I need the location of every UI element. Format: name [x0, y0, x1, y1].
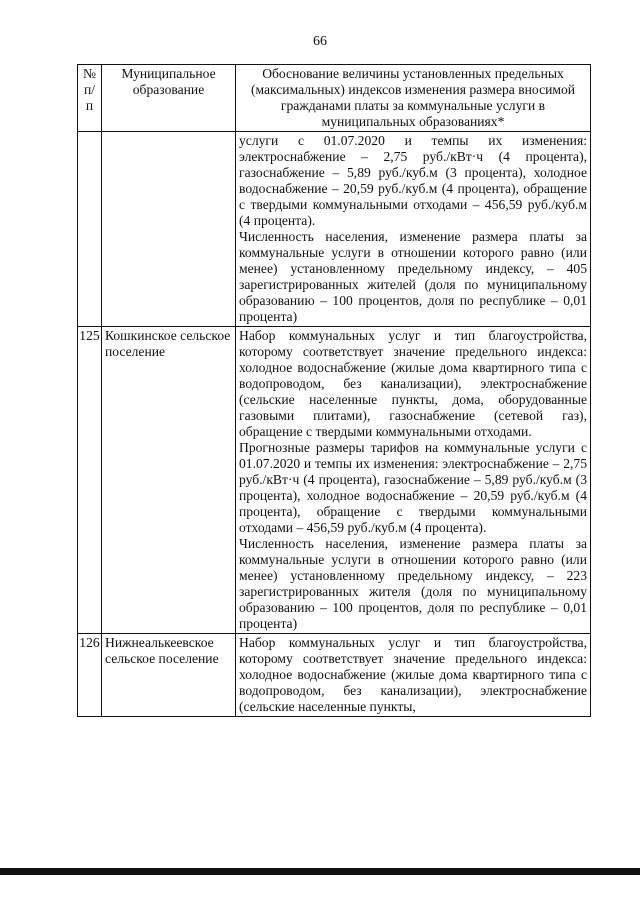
- header-justification: Обоснование величины установленных предельных (максимальных) индексов изменения размера вносимой гражданами платы за коммунальные услуги в муниципальных образованиях*: [236, 65, 591, 132]
- row-justification: [236, 634, 591, 717]
- justification-paragraph: услуги с 01.07.2020 и темпы их изменения: электроснабжение – 2,75 руб./кВт·ч (4 процента), газоснабжение – 5,89 руб./куб.м (3 процента), холодное водоснабжение – 20,59 руб./куб.м (4 процента), обращение с твердыми коммунальными отходами – 456,59 руб./куб.м (4 процента).: [239, 133, 587, 228]
- table-row: [78, 132, 591, 327]
- justification-paragraph: Прогнозные размеры тарифов на коммунальные услуги с 01.07.2020 и темпы их изменения: электроснабжение – 2,75 руб./кВт·ч (4 процента), газоснабжение – 5,89 руб./куб.м (3 процента), холодное водоснабжение – 20,59 руб./куб.м (4 процента), обращение с твердыми коммунальными отходами – 456,59 руб./куб.м (4 процента).: [239, 440, 587, 535]
- row-number: 126: [78, 634, 102, 717]
- justification-paragraph: Численность населения, изменение размера платы за коммунальные услуги в отношении которого равно (или менее) установленному предельному индексу, – 223 зарегистрированных жителя (доля по муниципальному образованию – 100 процентов, доля по республике – 0,01 процента): [239, 536, 587, 631]
- table-row: [78, 634, 591, 717]
- scan-edge-bar: [0, 868, 640, 875]
- page-number: 66: [313, 34, 327, 49]
- row-number: 125: [78, 327, 102, 634]
- header-municipality: Муниципальное образование: [102, 65, 236, 132]
- justification-paragraph: Набор коммунальных услуг и тип благоустройства, которому соответствует значение предельного индекса: холодное водоснабжение (жилые дома квартирного типа с водопроводом, без канализации), электроснабжение (сельские населенные пункты,: [239, 635, 587, 714]
- indices-table: [77, 64, 591, 717]
- row-number: [78, 132, 102, 327]
- row-justification: [236, 327, 591, 634]
- row-justification: [236, 132, 591, 327]
- table-header-row: [78, 65, 591, 132]
- header-number: № п/п: [78, 65, 102, 132]
- justification-paragraph: Набор коммунальных услуг и тип благоустройства, которому соответствует значение предельного индекса: холодное водоснабжение (жилые дома квартирного типа с водопроводом, без канализации), электроснабжение (сельские населенные пункты, дома, оборудованные газовыми плитами), газоснабжение (сетевой газ), обращение с твердыми коммунальными отходами.: [239, 328, 587, 439]
- table-row: [78, 327, 591, 634]
- justification-paragraph: Численность населения, изменение размера платы за коммунальные услуги в отношении которого равно (или менее) установленному предельному индексу, – 405 зарегистрированных жителей (доля по муниципальному образованию – 100 процентов, доля по республике – 0,01 процента): [239, 229, 587, 324]
- row-municipality: Нижнеалькеевское сельское поселение: [102, 634, 236, 717]
- row-municipality: [102, 132, 236, 327]
- row-municipality: Кошкинское сельское поселение: [102, 327, 236, 634]
